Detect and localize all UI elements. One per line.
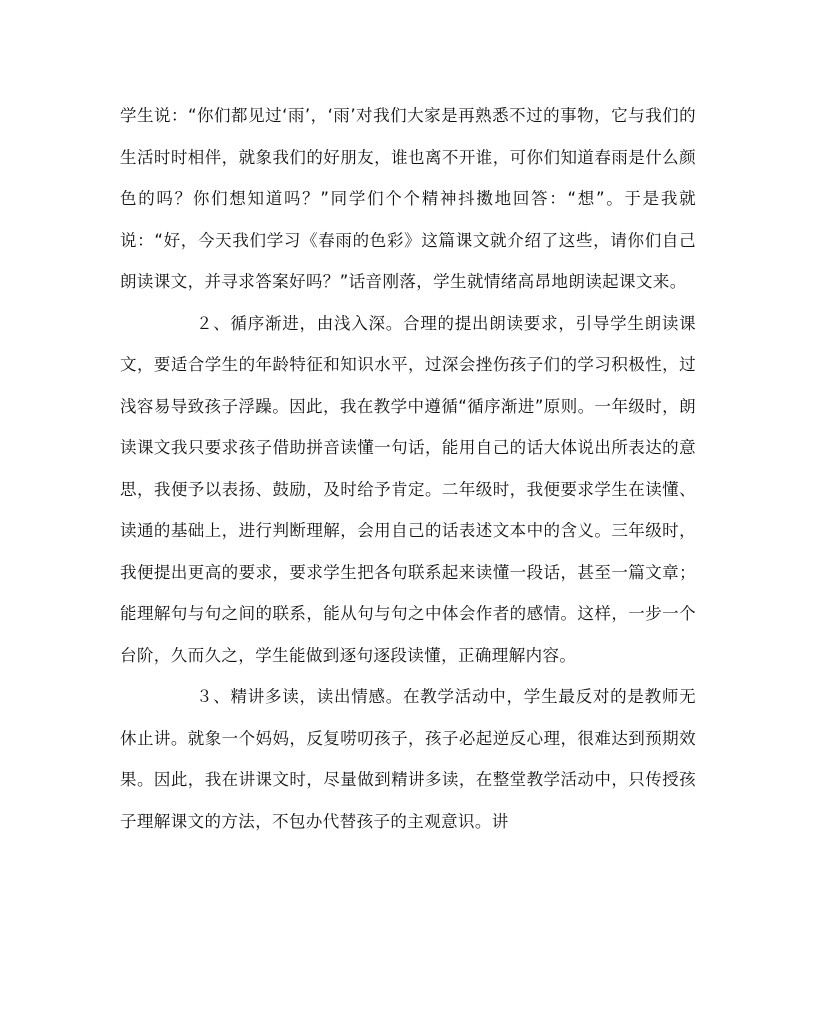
paragraph-point-2: ２、循序渐进，由浅入深。合理的提出朗读要求，引导学生朗读课文，要适合学生的年龄特征和知识水平，过深会挫伤孩子们的学习积极性，过浅容易导致孩子浮躁。因此，我在教学中遵循“循序渐进”原则。一年级时，朗读课文我只要求孩子借助拼音读懂一句话，能用自己的话大体说出所表达的意思，我便予以表扬、鼓励，及时给予肯定。二年级时，我便要求学生在读懂、读通的基础上，进行判断理解，会用自己的话表述文本中的含义。三年级时，我便提出更高的要求，要求学生把各句联系起来读懂一段话，甚至一篇文章；能理解句与句之间的联系，能从句与句之中体会作者的感情。这样，一步一个台阶，久而久之，学生能做到逐句逐段读懂，正确理解内容。 [120,313,696,665]
paragraph-continuation: 学生说：“你们都见过‘雨’，‘雨’对我们大家是再熟悉不过的事物，它与我们的生活时时相伴，就象我们的好朋友，谁也离不开谁，可你们知道春雨是什么颜色的吗？你们想知道吗？”同学们个个精神抖擞地回答：“想”。于是我就说：“好，今天我们学习《春雨的色彩》这篇课文就介绍了这些，请你们自己朗读课文，并寻求答案好吗？”话音刚落，学生就情绪高昂地朗读起课文来。 [120,106,696,291]
paragraph-point-3: ３、精讲多读，读出情感。在教学活动中，学生最反对的是教师无休止讲。就象一个妈妈，反复唠叨孩子，孩子必起逆反心理，很难达到预期效果。因此，我在讲课文时，尽量做到精讲多读，在整堂教学活动中，只传授孩子理解课文的方法，不包办代替孩子的主观意识。讲 [120,687,696,831]
body-text [120,95,696,842]
